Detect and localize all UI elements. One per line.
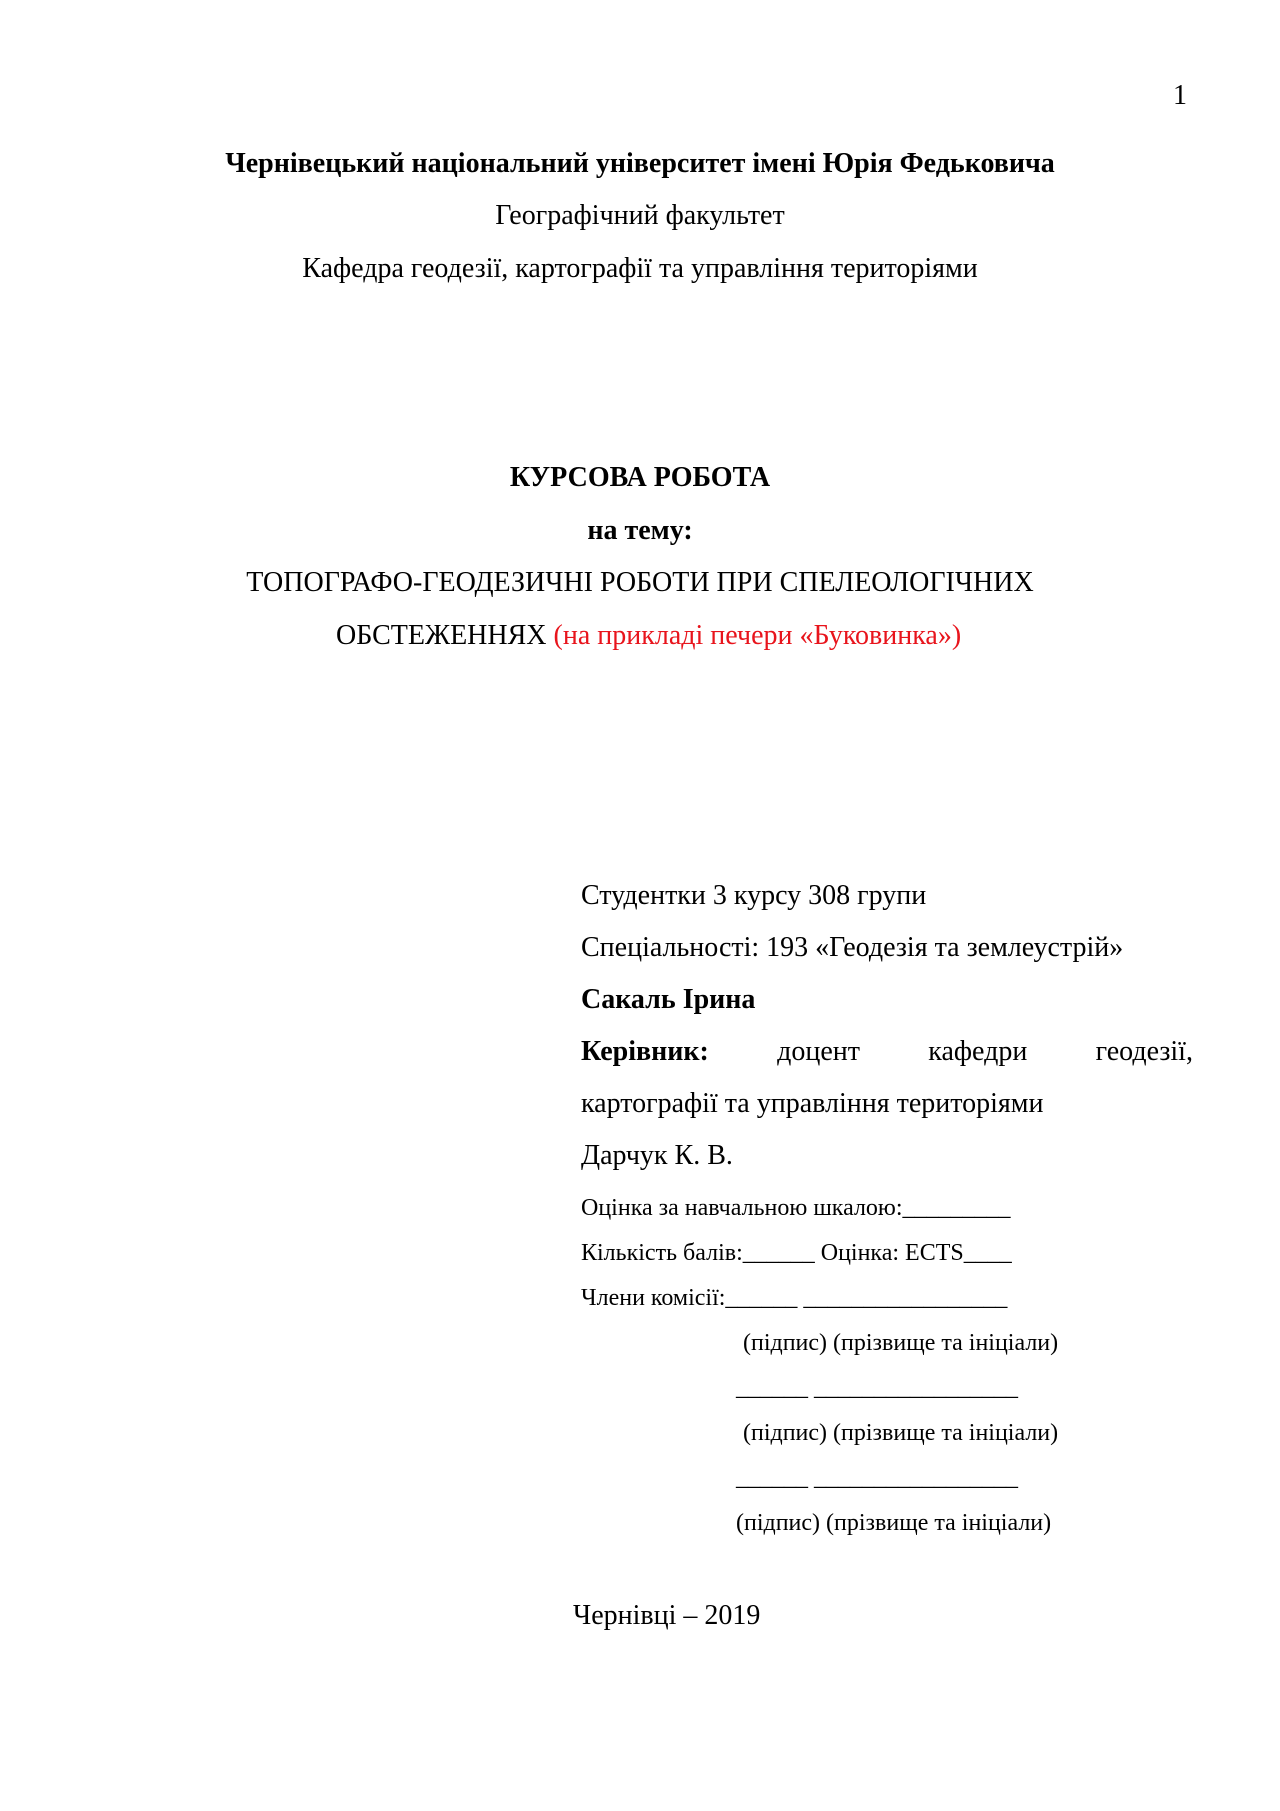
topic-example-note: (на прикладі печери «Буковинка») bbox=[553, 620, 962, 651]
supervisor-line-1 bbox=[581, 1036, 1193, 1068]
topic-line-1: ТОПОГРАФО-ГЕОДЕЗИЧНІ РОБОТИ ПРИ СПЕЛЕОЛОГІЧНИХ bbox=[246, 567, 1034, 598]
scale-grade-field: Оцінка за навчальною шкалою:_________ bbox=[581, 1195, 1011, 1221]
university-name: Чернівецький національний університет імені Юрія Федьковича bbox=[225, 148, 1055, 179]
signature-line-2: ______ _________________ bbox=[736, 1375, 1018, 1401]
commission-field: Члени комісії:______ _________________ bbox=[581, 1285, 1008, 1311]
supervisor-word-2: кафедри bbox=[928, 1036, 1028, 1067]
supervisor-word-1: доцент bbox=[777, 1036, 861, 1067]
points-ects-field: Кількість балів:______ Оцінка: ECTS____ bbox=[581, 1240, 1012, 1266]
work-type-title: КУРСОВА РОБОТА bbox=[509, 462, 771, 493]
supervisor-label: Керівник: bbox=[581, 1036, 709, 1067]
supervisor-word-3: геодезії, bbox=[1095, 1036, 1193, 1067]
specialty: Спеціальності: 193 «Геодезія та землеустрій» bbox=[581, 932, 1124, 963]
on-topic-label: на тему: bbox=[587, 515, 693, 546]
topic-line-2-main: ОБСТЕЖЕННЯХ bbox=[336, 620, 547, 651]
course-group: Студентки 3 курсу 308 групи bbox=[581, 880, 927, 911]
faculty-name: Географічний факультет bbox=[495, 200, 785, 231]
supervisor-line-2: картографії та управління територіями bbox=[581, 1088, 1044, 1119]
supervisor-name: Дарчук К. В. bbox=[581, 1140, 733, 1171]
department-name: Кафедра геодезії, картографії та управління територіями bbox=[302, 253, 978, 284]
page-number: 1 bbox=[1173, 80, 1187, 111]
signature-caption-2: (підпис) (прізвище та ініціали) bbox=[743, 1420, 1059, 1446]
topic-line-2 bbox=[336, 620, 961, 652]
city-year: Чернівці – 2019 bbox=[573, 1600, 761, 1631]
signature-line-3: ______ _________________ bbox=[736, 1465, 1018, 1491]
student-name: Сакаль Ірина bbox=[581, 984, 756, 1015]
signature-caption-1: (підпис) (прізвище та ініціали) bbox=[743, 1330, 1059, 1356]
signature-caption-3: (підпис) (прізвище та ініціали) bbox=[736, 1510, 1052, 1536]
